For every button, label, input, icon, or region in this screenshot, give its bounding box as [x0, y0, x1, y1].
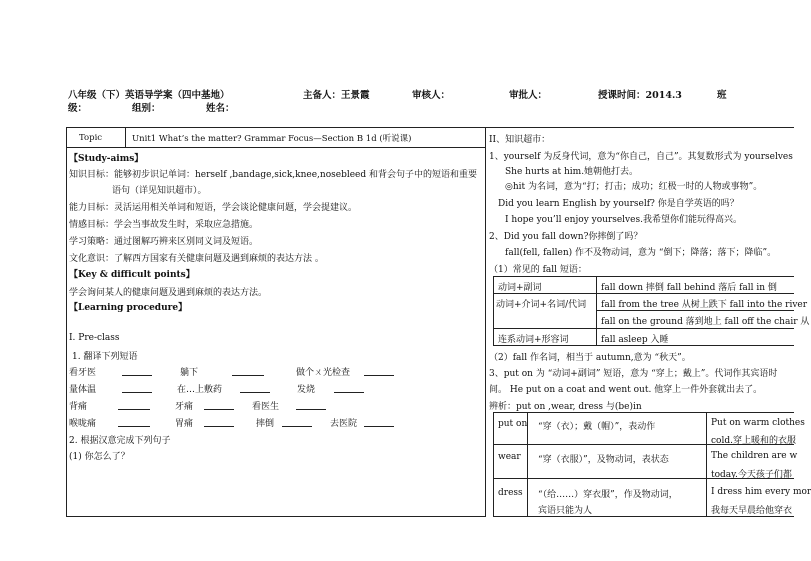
answer-blank[interactable]: [240, 383, 270, 393]
answer-blank[interactable]: [232, 366, 264, 376]
header-preparer: 主备人：王景霞: [303, 90, 370, 101]
knowledge-goal: 知识目标：能够初步识记单词：herself ,bandage,sick,knee,nosebleed 和背会句子中的短语和重要: [69, 170, 477, 180]
word-desc: 宾语只能为人: [538, 506, 593, 516]
note-put-on-example: 间。 He put on a coat and went out. 他穿上一件外套就出去了。: [489, 385, 763, 395]
word-desc: “（给……）穿衣服”，作及物动词，: [538, 490, 678, 500]
study-aims-heading: 【Study-aims】: [69, 154, 144, 164]
phrase-item: 牙痛: [175, 402, 194, 412]
fall-table-cell: 动词+副词: [498, 283, 542, 293]
translate-title: 1. 翻译下列短语: [72, 352, 138, 362]
phrase-item: 背痛: [69, 402, 88, 412]
fall-table-cell: fall down 摔倒 fall behind 落后 fall in 倒: [601, 283, 777, 293]
fall-table-cell: fall on the ground 落到地上 fall off the chair 从: [601, 317, 810, 327]
answer-blank[interactable]: [122, 383, 152, 393]
topic-value: Unit1 What’s the matter? Grammar Focus—Section B 1d (听说课): [132, 134, 412, 144]
note-fall-phrases: （1）常见的 fall 短语：: [489, 265, 587, 275]
ability-goal: 能力目标：灵活运用相关单词和短语，学会谈论健康问题，学会提建议。: [69, 203, 358, 213]
preclass-heading: I. Pre-class: [69, 333, 120, 343]
header-name: 姓名：: [206, 103, 235, 114]
fall-table-cell: fall asleep 入睡: [601, 335, 669, 345]
fall-table-cell: fall from the tree 从树上跌下 fall into the river: [601, 300, 808, 310]
note-fall-noun: （2）fall 作名词，相当于 autumn,意为 “秋天”。: [489, 353, 691, 363]
note-put-on: 3、put on 为 “动词+副词” 短语，意为 “穿上；戴上”。代词作其宾语时: [489, 369, 778, 379]
word-example: today.今天孩子们都: [711, 470, 792, 480]
phrase-item: 量体温: [69, 385, 97, 395]
phrase-item: 摔倒: [256, 419, 275, 429]
sentence-title: 2. 根据汉意完成下列句子: [69, 436, 171, 446]
knowledge-market-heading: II、知识超市：: [489, 135, 551, 145]
header-approver: 审批人：: [509, 90, 548, 101]
note-compare: 辨析：put on ,wear, dress 与(be)in: [489, 402, 642, 412]
word-example: I dress him every mor: [711, 487, 811, 497]
word-desc: “穿（衣服）”，及物动词，表状态: [538, 455, 669, 465]
phrase-item: 发烧: [297, 385, 316, 395]
answer-blank[interactable]: [204, 400, 234, 410]
word-cell: dress: [498, 488, 523, 498]
answer-blank[interactable]: [334, 383, 364, 393]
fall-table-cell: 连系动词+形容词: [498, 335, 569, 345]
phrase-item: 做个ㄨ光检查: [296, 368, 351, 378]
header-reviewer: 审核人：: [412, 90, 451, 101]
note-example: She hurts at him.她朝他打去。: [505, 167, 639, 177]
topic-label: Topic: [79, 133, 103, 143]
header-date: 授课时间：2014.3: [598, 90, 682, 101]
header-title: 八年级（下）英语导学案（四中基地）: [68, 90, 230, 101]
answer-blank[interactable]: [364, 366, 394, 376]
phrase-item: 胃痛: [175, 419, 194, 429]
word-example: The children are w: [711, 451, 798, 461]
phrase-item: 去医院: [330, 419, 358, 429]
word-cell: put on: [498, 419, 528, 429]
sentence-item: (1) 你怎么了？: [69, 452, 130, 462]
header-class: 班: [717, 90, 727, 101]
note-fall: fall(fell, fallen) 作不及物动词，意为 “倒下；降落；落下；降临”。: [505, 248, 777, 258]
answer-blank[interactable]: [282, 417, 312, 427]
key-points-text: 学会询问某人的健康问题及遇到麻烦的表达方法。: [69, 288, 268, 298]
word-example: cold.穿上暖和的衣服: [711, 436, 796, 446]
fall-table-cell: 动词+介词+名词/代词: [496, 300, 587, 310]
note-hit: ◎hit 为名词，意为“打；打击；成功；红极一时的人物或事物”。: [505, 182, 763, 192]
key-points-heading: 【Key & difficult points】: [69, 270, 195, 280]
procedure-heading: 【Learning procedure】: [69, 303, 188, 313]
word-example: Put on warm clothes: [711, 418, 805, 428]
emotion-goal: 情感目标：学会当事故发生时，采取应急措施。: [69, 220, 259, 230]
header-group: 组别：: [132, 103, 161, 114]
phrase-item: 躺下: [180, 368, 199, 378]
word-cell: wear: [498, 452, 521, 462]
note-example: I hope you’ll enjoy yourselves.我希望你们能玩得高兴。: [505, 215, 742, 225]
word-desc: “穿（衣）；戴（帽）”，表动作: [538, 422, 656, 432]
note-yourself: 1、yourself 为反身代词，意为“你自己，自己”。其复数形式为 yourselves: [489, 152, 793, 162]
answer-blank[interactable]: [364, 417, 394, 427]
phrase-item: 看牙医: [69, 368, 97, 378]
answer-blank[interactable]: [122, 366, 152, 376]
phrase-item: 喉咙痛: [69, 419, 97, 429]
culture-awareness: 文化意识：了解西方国家有关健康问题及遇到麻烦的表达方法 。: [69, 254, 324, 264]
note-fall-down: 2、Did you fall down?你摔倒了吗？: [489, 232, 643, 242]
note-example: Did you learn English by yourself? 你是自学英语的吗？: [498, 199, 739, 209]
knowledge-goal-cont: 语句（详见知识超市）。: [112, 186, 207, 196]
phrase-item: 看医生: [252, 402, 280, 412]
learning-strategy: 学习策略：通过图解巧辨来区别同义词及短语。: [69, 237, 259, 247]
answer-blank[interactable]: [204, 417, 234, 427]
phrase-item: 在…上敷药: [177, 385, 223, 395]
answer-blank[interactable]: [118, 400, 150, 410]
answer-blank[interactable]: [118, 417, 150, 427]
header-grade: 级：: [68, 103, 88, 114]
word-example: 我每天早晨给他穿衣: [711, 506, 793, 516]
answer-blank[interactable]: [296, 400, 326, 410]
